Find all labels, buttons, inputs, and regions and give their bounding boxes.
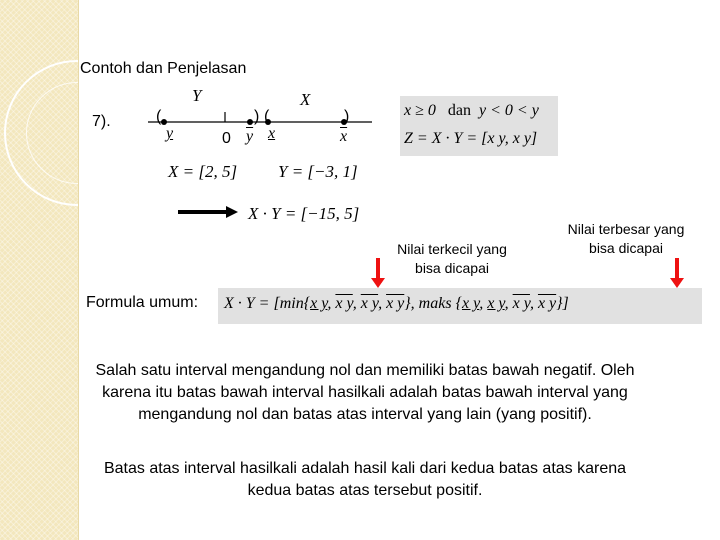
formula-label: Formula umum: — [86, 294, 199, 311]
product-result: X · Y = [−15, 5] — [248, 204, 360, 223]
explanation-paragraph-2: Batas atas interval hasilkali adalah hasil kali dari kedua batas atas karena kedua batas atas tersebut positif. — [103, 460, 627, 499]
y-close-bracket: ) — [254, 108, 260, 125]
label-smallest: Nilai terkecil yang bisa dicapai — [397, 241, 507, 276]
condition-y: y < 0 < y — [479, 102, 539, 119]
formula-min-term: x y — [386, 295, 405, 312]
red-arrow-left-head — [371, 278, 385, 288]
formula-min-term: x y — [335, 295, 353, 312]
sidebar-divider — [78, 0, 79, 540]
interval-x: X = [2, 5] — [168, 162, 238, 181]
zero-label: 0 — [222, 130, 231, 147]
formula-max-term: x y — [512, 295, 530, 312]
formula-lhs: X · Y = [min{ — [224, 295, 311, 312]
label-x: X — [300, 90, 311, 109]
label-largest: Nilai terbesar yang bisa dicapai — [567, 221, 685, 256]
red-arrow-right-shaft — [675, 258, 679, 278]
condition-dan: dan — [447, 102, 471, 119]
formula-mid: }, maks { — [404, 295, 462, 312]
y-lower-label: y — [166, 125, 174, 142]
formula-text: X · Y = [min{x y, x y, x y, x y}, maks {x y, x y, x y, x y}] — [224, 295, 569, 312]
slide-heading: Contoh dan Penjelasan — [80, 60, 247, 77]
formula-max-term: x y — [487, 295, 505, 312]
interval-y: Y = [−3, 1] — [278, 162, 358, 181]
red-arrow-right-head — [670, 278, 684, 288]
x-upper-label: $\overline{x}$ — [340, 128, 348, 145]
formula-box — [218, 288, 702, 324]
point-y-upper — [247, 119, 253, 125]
formula-max-term: x y — [461, 295, 480, 312]
product-definition: Z = X · Y = [x y, x y] — [404, 130, 538, 147]
decorative-circle-inner — [26, 82, 128, 184]
formula-min-term: x y — [310, 295, 328, 312]
condition-x: x ≥ 0 — [404, 102, 436, 119]
formula-min-term: x y — [360, 295, 379, 312]
y-open-bracket: ( — [156, 108, 162, 125]
red-arrow-left-shaft — [376, 258, 380, 278]
item-number: 7). — [92, 113, 111, 130]
label-y: Y — [192, 86, 202, 105]
y-upper-label: $\overline{y}$ — [246, 128, 254, 145]
formula-end: }] — [556, 295, 569, 312]
conditions-box — [400, 96, 558, 156]
x-lower-label: x — [268, 125, 276, 142]
x-open-bracket: ( — [264, 108, 270, 125]
decorative-sidebar — [0, 0, 78, 540]
explanation-paragraph-1: Salah satu interval mengandung nol dan memiliki batas bawah negatif. Oleh karena itu batas bawah interval hasilkali adalah batas bawah interval yang mengandung nol dan batas atas interval yang lain (yang positif). — [95, 362, 635, 423]
black-arrow — [176, 204, 240, 220]
x-close-bracket: ) — [344, 108, 350, 125]
formula-max-term: x y — [537, 295, 557, 312]
